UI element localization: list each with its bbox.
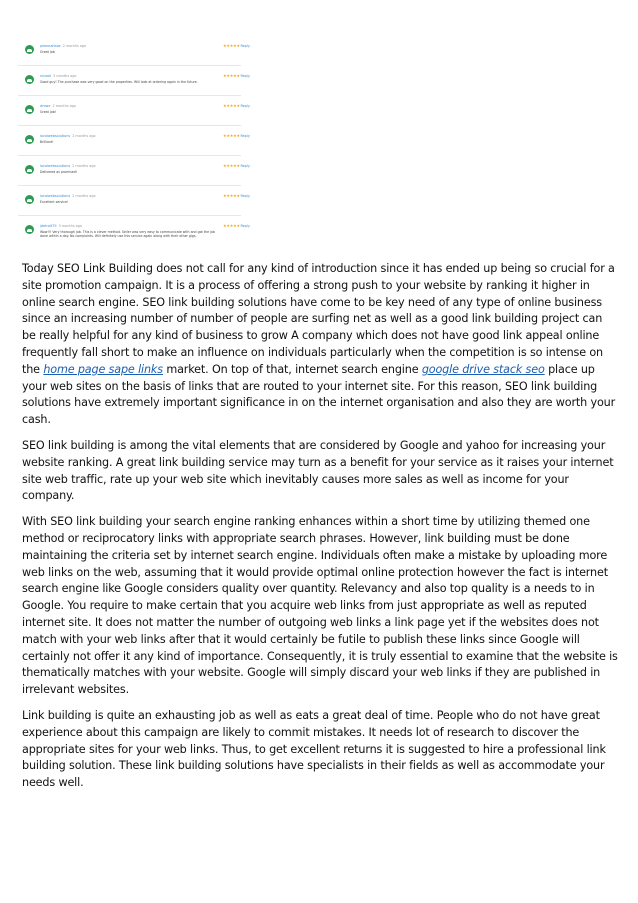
review-text: Good guy! The purchase was very good on the properties. Will look at ordering again in the future. [40,80,198,84]
review-item [18,186,250,216]
paragraph: SEO link building is among the vital elements that are considered by Google and yahoo for increasing your website ranking. A great link building service may turn as a benefit for your service as it raises your internet site web traffic, rate up your web site which inevitably causes more sales as well as income for your company. [22,438,614,503]
review-username[interactable]: drowe [40,104,51,108]
home-page-sape-links-link[interactable]: home page sape links [43,362,163,376]
star-rating-icon: ★★★★★ [223,73,240,78]
star-rating-icon: ★★★★★ [223,163,240,168]
user-avatar-icon [25,135,34,144]
review-item [18,126,250,156]
reply-link[interactable]: Reply [240,44,250,48]
review-username[interactable]: localwebsolutions [40,194,71,198]
review-item [18,96,250,126]
star-rating-icon: ★★★★★ [223,103,240,108]
star-rating-icon: ★★★★★ [223,193,240,198]
star-rating-icon: ★★★★★ [223,223,240,228]
reply-link[interactable]: Reply [240,74,250,78]
user-avatar-icon [25,105,34,114]
review-time: 2 months ago [72,164,96,168]
star-rating-icon: ★★★★★ [223,43,240,48]
review-item [18,36,250,66]
review-text: Brilliant! [40,140,54,144]
review-username[interactable]: nicoali [40,74,51,78]
reply-link[interactable]: Reply [240,134,250,138]
paragraph: With SEO link building your search engine ranking enhances within a short time by utilizing themed one method or reciprocatory links with appropriate search phrases. However, link building must be done maintaining the criteria set by internet search engine. Individuals often make a mistake by uploading more web links on the web, assuming that it would provide optimal online protection however the fact is internet search engine like Google considers quality over quantity. Relevancy and also top quality is a needs to in Google. You require to make certain that you acquire web links from just appropriate as well as reputed internet site. It does not matter the number of outgoing web links a link page yet if the websites does not match with your web links after that it would certainly be futile to publish these links since Google will certainly not offer it any kind of importance. Consequently, it is truly essential to examine that the website is thematically matches with your website. Google will simply discard your web links if they are published in irrelevant websites. [22,515,618,697]
paragraph: Today SEO Link Building does not call for any kind of introduction since it has ended up being so crucial for a site promotion campaign. It is a process of offering a strong push to your website by ranking it higher in online search engine. SEO link building solutions have come to be key need of any type of online business since an increasing number of number of people are surfing net as well as a good link building project can be really helpful for any kind of business to grow A company which does not have good link appeal online frequently fall short to make an influence on individuals particularly when the competition is so intense on the home page sape links market. On top of that, internet search engine google drive stack seo place up your web sites on the basis of links that are routed to your internet site. For this reason, SEO link building solutions have extremely important significance in on the internet organisation and also they are worth your cash. [22,262,616,427]
review-time: 2 months ago [52,104,76,108]
review-text: Excellent service! [40,200,69,204]
review-time: 2 months ago [72,134,96,138]
review-text: Wow!!! Very thorough job. This is a clever method. Seller was very easy to communicate with and got the job done within a day. No complaints. Will definitely use this service again along with their other gigs. [40,230,215,239]
review-time: 3 months ago [58,224,82,228]
reply-link[interactable]: Reply [240,164,250,168]
user-avatar-icon [25,225,34,234]
review-time: 2 months ago [62,44,87,48]
review-item [18,66,250,96]
user-avatar-icon [25,45,34,54]
user-avatar-icon [25,75,34,84]
review-username[interactable]: localwebsolutions [40,134,71,138]
user-avatar-icon [25,195,34,204]
review-time: 2 months ago [72,194,96,198]
review-item [18,156,250,186]
reply-link[interactable]: Reply [240,194,250,198]
review-item [18,216,250,250]
star-rating-icon: ★★★★★ [223,133,240,138]
user-avatar-icon [25,165,34,174]
review-time: 3 months ago [53,74,77,78]
review-text: Delivered as promised! [40,170,78,174]
review-username[interactable]: pikemanbox [40,44,61,48]
review-username[interactable]: localwebsolutions [40,164,71,168]
reviews-screenshot [18,36,250,246]
reply-link[interactable]: Reply [240,224,250,228]
reply-link[interactable]: Reply [240,104,250,108]
review-username[interactable]: jdetroit79 [40,224,57,228]
article-body [22,261,618,801]
review-text: Great Job! [40,110,57,114]
google-drive-stack-seo-link[interactable]: google drive stack seo [421,362,545,376]
review-text: Great Job [40,50,55,54]
paragraph: Link building is quite an exhausting job as well as eats a great deal of time. People who do not have great experience about this campaign are likely to commit mistakes. It needs lot of research to discover the appropriate sites for your web links. Thus, to get excellent returns it is suggested to hire a professional link building solution. These link building solutions have specialists in their fields as well as accommodate your needs well. [22,708,606,790]
